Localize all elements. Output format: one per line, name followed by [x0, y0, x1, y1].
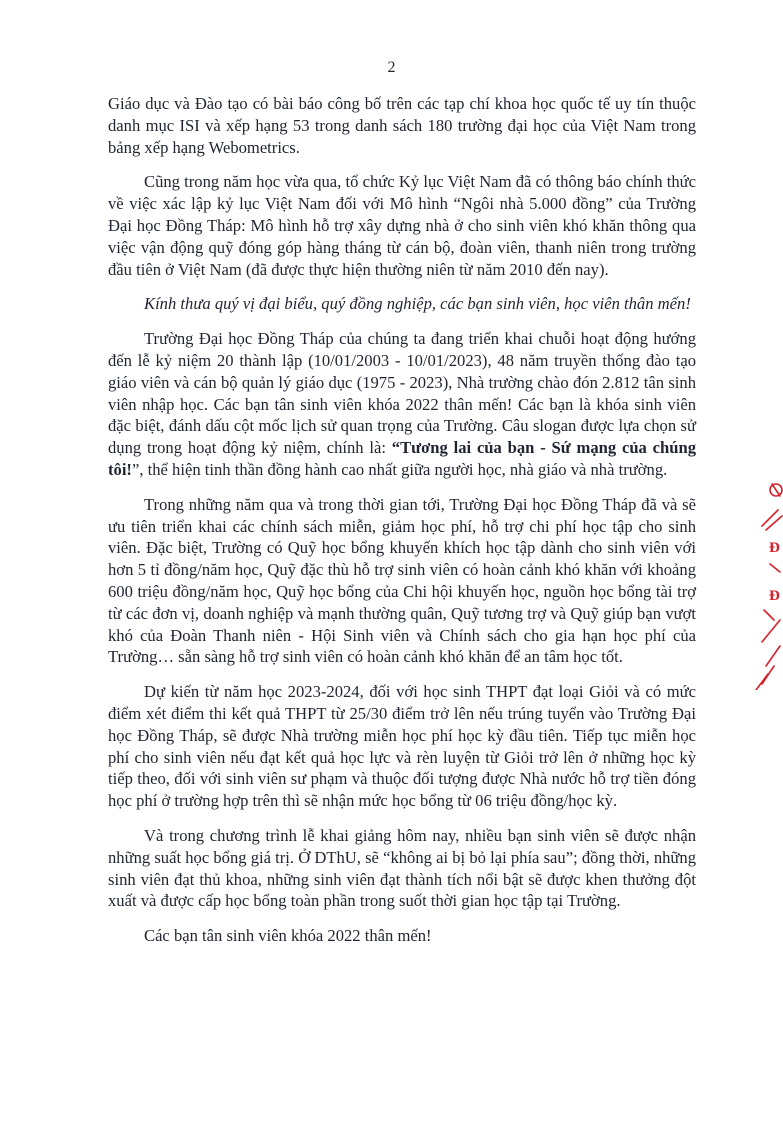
paragraph-8: Các bạn tân sinh viên khóa 2022 thân mến!: [144, 926, 432, 946]
paragraph-3-salutation: Kính thưa quý vị đại biểu, quý đồng nghiệp, các bạn sinh viên, học viên thân mến!: [144, 294, 691, 314]
paragraph-6: Dự kiến từ năm học 2023-2024, đối với học sinh THPT đạt loại Giỏi và có mức điểm xét điểm thi kết quả THPT từ 25/30 điểm trở lên nếu trúng tuyển vào Trường Đại học Đồng Tháp, sẽ được Nhà trường miễn học phí học kỳ đầu tiên. Tiếp tục miễn học phí cho sinh viên nếu đạt kết quả học lực và rèn luyện từ Giỏi trở lên ở những học kỳ tiếp theo, đối với sinh viên sư phạm và thuộc đối tượng được Nhà nước hỗ trợ tiền đóng học phí ở trường hợp trên thì sẽ nhận mức học bổng từ 06 triệu đồng/học kỳ.: [108, 682, 696, 811]
paragraph-4-text-after: ”, thể hiện tinh thần đồng hành cao nhất giữa người học, nhà giáo và nhà trường.: [131, 459, 668, 479]
stamp-letter-1: Đ: [769, 540, 780, 556]
paragraph-1: Giáo dục và Đào tạo có bài báo công bố trên các tạp chí khoa học quốc tế uy tín thuộc danh mục ISI và xếp hạng 53 trong danh sách 180 trường đại học của Việt Nam trong bảng xếp hạng Webometrics.: [108, 94, 696, 157]
body-text: [108, 93, 696, 960]
page-number: 2: [387, 59, 396, 76]
stamp-letter-2: Đ: [769, 588, 780, 604]
paragraph-5: Trong những năm qua và trong thời gian tới, Trường Đại học Đồng Tháp đã và sẽ ưu tiên triển khai các chính sách miễn, giảm học phí, hỗ trợ chi phí học tập cho sinh viên. Đặc biệt, Trường có Quỹ học bổng khuyến khích học tập dành cho sinh viên với hơn 5 tỉ đồng/năm học, Quỹ đặc thù hỗ trợ sinh viên có hoàn cảnh khó khăn với khoảng 600 triệu đồng/năm học, Quỹ học bổng của Chi hội khuyến học, nguồn học bổng tài trợ từ các đơn vị, doanh nghiệp và mạnh thường quân, Quỹ tương trợ và Quỹ giúp bạn vượt khó của Đoàn Thanh niên - Hội Sinh viên và Chính sách cho gia hạn học phí của Trường… sẵn sàng hỗ trợ sinh viên có hoàn cảnh khó khăn để an tâm học tốt.: [108, 494, 696, 667]
paragraph-7: Và trong chương trình lễ khai giảng hôm nay, nhiều bạn sinh viên sẽ được nhận những suất học bổng giá trị. Ở DThU, sẽ “không ai bị bỏ lại phía sau”; đồng thời, những sinh viên đạt thủ khoa, những sinh viên đạt thành tích nổi bật sẽ được khen thưởng đột xuất và được cấp học bổng toàn phần trong suốt thời gian học tập tại Trường.: [108, 825, 696, 911]
paragraph-2: Cũng trong năm học vừa qua, tổ chức Kỷ lục Việt Nam đã có thông báo chính thức về việc xác lập kỷ lục Việt Nam đối với Mô hình “Ngôi nhà 5.000 đồng” của Trường Đại học Đồng Tháp: Mô hình hỗ trợ xây dựng nhà ở cho sinh viên khó khăn thông qua việc vận động quỹ đóng góp hàng tháng từ cán bộ, đoàn viên, thanh niên trong trường đầu tiên ở Việt Nam (đã được thực hiện thường niên từ năm 2010 đến nay).: [108, 172, 696, 279]
paragraph-4-text-before: Trường Đại học Đồng Tháp của chúng ta đang triển khai chuỗi hoạt động hướng đến lễ kỷ niệm 20 thành lập (10/01/2003 - 10/01/2023), 48 năm truyền thống đào tạo giáo viên và cán bộ quản lý giáo dục (1975 - 2023), Nhà trường chào đón 2.812 tân sinh viên nhập học. Các bạn tân sinh viên khóa 2022 thân mến! Các bạn là khóa sinh viên đặc biệt, đánh dấu cột mốc lịch sử quan trọng của Trường. Câu slogan được lựa chọn sử dụng trong hoạt động kỷ niệm, chính là:: [108, 329, 696, 458]
slogan-text: “Tương lai của bạn - Sứ mạng của chúng tôi!: [108, 438, 696, 479]
paragraph-4: [108, 328, 696, 481]
red-stamp-fragment: [752, 470, 783, 690]
